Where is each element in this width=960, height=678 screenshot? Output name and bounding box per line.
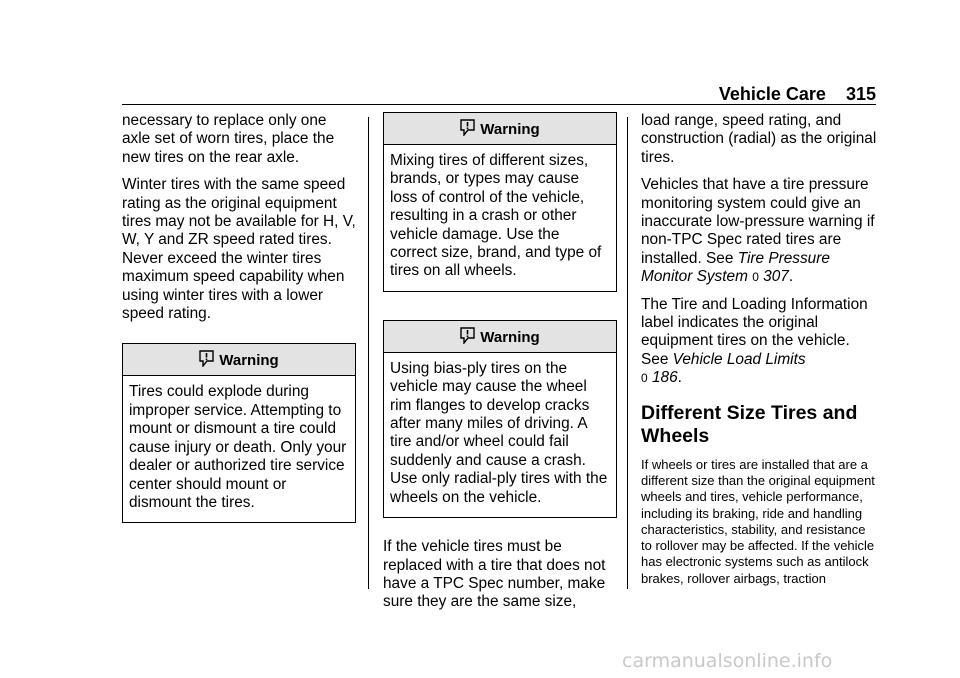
column-divider-2 [627, 117, 628, 589]
paragraph: Winter tires with the same speed rating as the original equipment tires may not be available for H, V, W, Y and ZR speed rated tires. Never exceed the winter tires maximum speed capability when using winter tires with a lower speed rating. [122, 176, 356, 323]
paragraph: load range, speed rating, and construction (radial) as the original tires. [641, 112, 877, 166]
page-ref-number[interactable]: 186 [651, 369, 678, 387]
page-header [700, 84, 876, 105]
warning-box [383, 320, 617, 518]
warning-box [383, 112, 617, 292]
warning-text: Using bias-ply tires on the vehicle may cause the wheel rim flanges to develop cracks after many miles of driving. A tire and/or wheel could fail suddenly and cause a crash. Use only radial-ply tires with the wheels on the vehicle. [390, 359, 608, 506]
paragraph: necessary to replace only one axle set of worn tires, place the new tires on the rear axle. [122, 112, 335, 166]
watermark: carmanualsonline.info [622, 650, 833, 672]
warning-text: Mixing tires of different sizes, brands, or types may cause loss of control of the vehicle, resulting in a crash or other vehicle damage. Use the correct size, brand, and type of tires on all wheels. [390, 152, 602, 280]
column-1 [122, 112, 356, 523]
page-ref-arrow: 0 [641, 371, 648, 386]
warning-header [384, 321, 616, 353]
warning-icon [460, 115, 475, 149]
paragraph [641, 176, 879, 286]
section-title: Vehicle Care [718, 84, 826, 104]
paragraph: If the vehicle tires must be replaced with a tire that does not have a TPC Spec number, make sure they are the same size, [383, 538, 606, 611]
warning-text: Tires could explode during improper service. Attempting to mount or dismount a tire could cause injury or death. Only your dealer or authorized tire service center should mount or dismount the tires. [129, 383, 347, 511]
paragraph: If wheels or tires are installed that are a different size than the original equipment wheels and tires, vehicle performance, including its braking, ride and handling characteristics, stability, and resistance to rollover may be affected. If the vehicle has electronic systems such as antilock brakes, rollover airbags, traction [641, 456, 875, 586]
column-3 [641, 112, 879, 587]
warning-title: Warning [480, 121, 540, 138]
warning-title: Warning [480, 328, 540, 346]
page-number: 315 [845, 84, 876, 104]
warning-icon [460, 323, 475, 357]
warning-box [122, 343, 356, 523]
warning-header [123, 344, 355, 376]
warning-title: Warning [219, 352, 279, 370]
header-rule [122, 104, 876, 105]
paragraph-end: . [788, 268, 794, 286]
column-divider-1 [368, 117, 369, 589]
warning-header [384, 113, 616, 145]
section-heading: Different Size Tires and Wheels [641, 401, 858, 447]
paragraph-end: . [677, 369, 682, 387]
column-2 [383, 112, 617, 621]
warning-icon [199, 346, 214, 380]
paragraph [641, 296, 879, 388]
cross-reference-link[interactable]: Tire Pressure Monitor System [641, 249, 830, 286]
paragraph-text: Vehicles that have a tire pressure monitoring system could give an inaccurate low-pressure warning if non-TPC Spec rated tires are installed. See [641, 176, 875, 267]
page-ref-number[interactable]: 307 [763, 268, 789, 286]
page-ref-arrow: 0 [752, 270, 759, 285]
paragraph-text: The Tire and Loading Information label indicates the original equipment tires on the vehicle. See [641, 295, 868, 368]
cross-reference-link[interactable]: Vehicle Load Limits [672, 350, 806, 368]
